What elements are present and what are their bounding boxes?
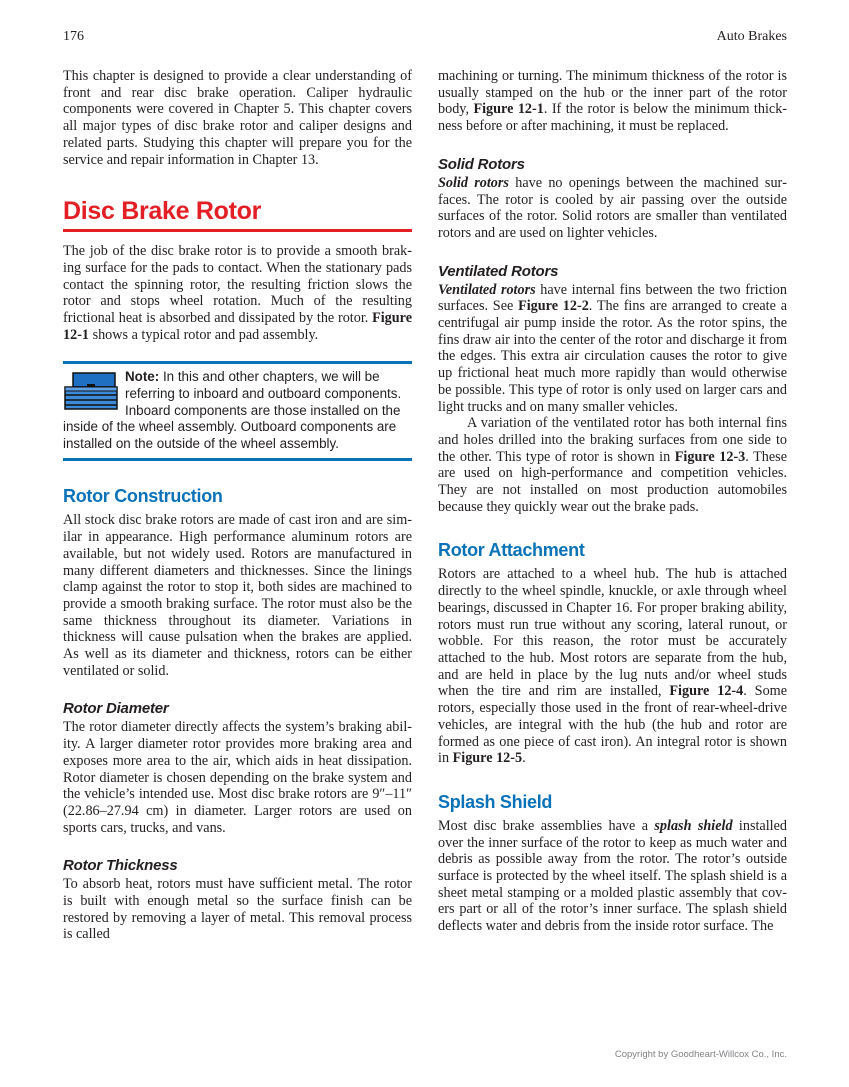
heading-rotor-construction: Rotor Construction <box>63 486 223 507</box>
key-term: Solid rotors <box>438 174 509 191</box>
ventilated-rotors-paragraph: Ventilated rotors have internal fins between the two friction surfaces. See Figure 12-2. The fins are arranged to create a centrifugal air pump inside the rotor. As the rotor spins, the fins draw air into the center of the rotor and discharge it from the edges. This extra air circulation causes the rotor to give up frictional heat much more rapidly than would otherwise be possible. This type of rotor is only used on larger cars and light trucks and on many smaller vehicles. <box>438 281 788 415</box>
running-head: Auto Brakes <box>716 29 787 44</box>
solid-rotors-paragraph: Solid rotors have no openings between the machined surfaces. The rotor is cooled by air passing over the outside surfaces of the rotor. Solid rotors are smaller than ventilated rotors and are used on lighter vehicles. <box>438 174 787 241</box>
splash-shield-paragraph: Most disc brake assemblies have a splash shield installed over the inner surface of the rotor to keep as much water and debris as possible away from the rotor. The rotor’s outside surface is protected by the wheel itself. The splash shield is a sheet metal stamping or a molded plastic assembly that covers part or all of the rotor’s inner surface. The splash shield deflects water and debris from the inside rotor surface. The <box>438 817 788 935</box>
heading-rotor-attachment: Rotor Attachment <box>438 540 585 561</box>
rotor-thickness-paragraph: To absorb heat, rotors must have sufficient metal. The rotor is built with enough metal so the surface finish can be restored by removing a layer of metal. This removal process is called <box>63 876 412 943</box>
right-column <box>438 68 787 935</box>
heading-splash-shield: Splash Shield <box>438 791 553 812</box>
figure-reference: Figure 12-1 <box>63 310 412 343</box>
toolbox-icon <box>63 371 121 411</box>
drilled-rotors-paragraph: A variation of the ventilated rotor has both internal fins and holes drilled into the braking surfaces from one side to the other. This type of rotor is shown in Figure 12-3. These are used on high-performance and competition vehicles. They are not installed on most production automobiles because they quickly wear out the brake pads. <box>438 415 788 515</box>
rotor-attachment-paragraph: Rotors are attached to a wheel hub. The hub is attached directly to the wheel spindle, knuckle, or axle through wheel bearings, discussed in Chapter 16. For proper braking ability, rotors must run true without any scoring, lateral runout, or wobble. For this reason, the rotor must be accurately attached to the hub. Most rotors are separate from the hub, and are held in place by the lug nuts and/or wheel studs when the tire and rim are installed, Figure 12-4. Some rotors, especially those used in the front of rear-wheel-drive vehicles, are integral with the hub (the hub and rotor are formed as one piece of cast iron). An integral rotor is shown in Figure 12-5. <box>438 566 787 767</box>
continued-paragraph: machining or turning. The minimum thickness of the rotor is usually stamped on the hub or the inner part of the rotor body, Figure 12-1. If the rotor is below the minimum thickness before or after machining, it must be replaced. <box>438 68 788 135</box>
section-title-rule <box>63 229 412 232</box>
key-term: splash shield <box>654 817 733 834</box>
left-column <box>63 68 412 943</box>
figure-reference: Figure 12-1 <box>473 101 544 118</box>
disc-brake-rotor-paragraph: The job of the disc brake rotor is to provide a smooth braking surface for the pads to contact. When the stationary pads contact the spinning rotor, the resulting friction slows the rotor and stops wheel rotation. Much of the resulting frictional heat is absorbed and dissipated by the rotor. Figure 12-1 shows a typical rotor and pad assembly. <box>63 243 412 343</box>
rotor-diameter-paragraph: The rotor diameter directly affects the system’s braking ability. A larger diameter rotor provides more braking area and exposes more area to the air, which aids in heat dissipation. Rotor diameter is chosen depending on the brake system and the vehicle’s intended use. Most disc brake rotors are 9″–11″ (22.86–27.94 cm) in diameter. Larger rotors are used on sports cars, trucks, and vans. <box>63 719 412 836</box>
figure-reference: Figure 12-2 <box>518 298 589 315</box>
figure-reference: Figure 12-4 <box>669 683 744 700</box>
intro-paragraph: This chapter is designed to provide a clear understanding of front and rear disc brake operation. Caliper hydraulic components were covered in Chapter 5. This chapter covers all major types of disc brake rotor and caliper designs and related parts. Studying this chapter will prepare you for the service and repair information in Chapter 13. <box>63 68 412 168</box>
key-term: Ventilated rotors <box>438 281 536 298</box>
figure-reference: Figure 12-3 <box>674 448 746 465</box>
heading-rotor-diameter: Rotor Diameter <box>63 700 169 718</box>
heading-solid-rotors: Solid Rotors <box>438 155 525 173</box>
copyright-footer: Copyright by Goodheart-Willcox Co., Inc. <box>614 1049 787 1060</box>
heading-ventilated-rotors: Ventilated Rotors <box>438 262 559 280</box>
figure-reference: Figure 12-5 <box>452 750 523 767</box>
note-box <box>63 361 412 461</box>
page-number: 176 <box>63 29 84 44</box>
note-label: Note: <box>125 369 160 385</box>
rotor-construction-paragraph: All stock disc brake rotors are made of cast iron and are similar in appearance. High performance aluminum rotors are available, but not widely used. Rotors are manufactured in many different diameters and thicknesses. Since the linings clamp against the rotor to stop it, both sides are machined to provide a smooth braking surface. The rotor must also be the same thickness throughout its diameter. Variations in thickness will cause pulsation when the brakes are applied. As well as its diameter and thickness, rotors can be either ventilated or solid. <box>63 512 412 679</box>
section-title-disc-brake-rotor: Disc Brake Rotor <box>63 197 262 226</box>
note-text: In this and other chapters, we will be referring to inboard and outboard components. Inboard components are those installed on the inside of the wheel assembly. Outboard components are installed on the outside of the wheel assembly. <box>63 369 402 451</box>
heading-rotor-thickness: Rotor Thickness <box>63 857 178 875</box>
